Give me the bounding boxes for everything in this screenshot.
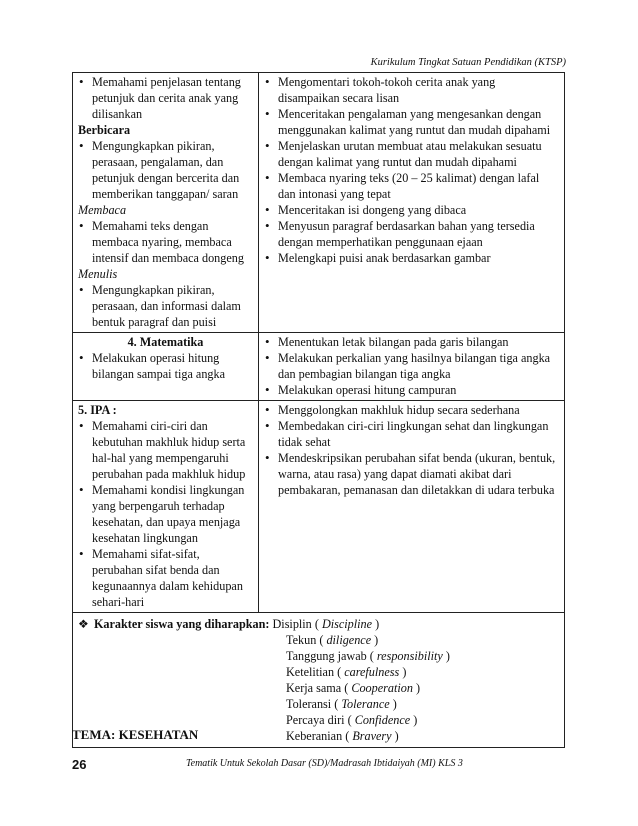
indicator-cell: [259, 333, 565, 401]
list-item: • Mengungkapkan pikiran, perasaan, pengalaman, dan petunjuk dengan bercerita dan memberikan tanggapan/ saran: [78, 138, 253, 202]
karakter-value: Toleransi ( Tolerance ): [286, 697, 397, 711]
competency-cell: [73, 73, 259, 333]
table-row: [73, 401, 565, 613]
list-item: • Menjelaskan urutan membuat atau melakukan sesuatu dengan kalimat yang runtut dan mudah dipahami: [264, 138, 559, 170]
list-item: • Mendeskripsikan perubahan sifat benda (ukuran, bentuk, warna, atau rasa) yang dapat diamati akibat dari pembakaran, pemanasan dan diletakkan di udara terbuka: [264, 450, 559, 498]
table-row: [73, 333, 565, 401]
list-item: • Membaca nyaring teks (20 – 25 kalimat) dengan lafal dan intonasi yang tepat: [264, 170, 559, 202]
page-number: 26: [72, 757, 87, 772]
footer-text: Tematik Untuk Sekolah Dasar (SD)/Madrasah Ibtidaiyah (MI) KLS 3: [186, 758, 463, 769]
list-item: • Menyusun paragraf berdasarkan bahan yang tersedia dengan memperhatikan penggunaan ejaan: [264, 218, 559, 250]
list-item: • Mengomentari tokoh-tokoh cerita anak yang disampaikan secara lisan: [264, 74, 559, 106]
karakter-value: Tekun ( diligence ): [286, 633, 379, 647]
list-item: • Memahami sifat-sifat, perubahan sifat benda dan kegunaannya dalam kehidupan sehari-hari: [78, 546, 253, 610]
list-item: • Menggolongkan makhluk hidup secara sederhana: [264, 402, 559, 418]
list-item: • Memahami teks dengan membaca nyaring, membaca intensif dan membaca dongeng: [78, 218, 253, 266]
bullet-list: [78, 350, 253, 382]
bullet-list: [264, 334, 559, 398]
list-item: • Memahami penjelasan tentang petunjuk dan cerita anak yang dilisankan: [78, 74, 253, 122]
section-heading: Berbicara: [78, 123, 131, 137]
indicator-cell: [259, 73, 565, 333]
indicator-cell: [259, 401, 565, 613]
list-item: • Memahami ciri-ciri dan kebutuhan makhluk hidup serta hal-hal yang mempengaruhi perubahan pada makhluk hidup: [78, 418, 253, 482]
subsection-label: Menulis: [78, 267, 118, 281]
karakter-value: Ketelitian ( carefulness ): [286, 665, 407, 679]
list-item: • Memahami kondisi lingkungan yang berpengaruh terhadap kesehatan, dan upaya menjaga kesehatan lingkungan: [78, 482, 253, 546]
bullet-list: [78, 282, 253, 330]
list-item: • Mengungkapkan pikiran, perasaan, dan informasi dalam bentuk paragraf dan puisi: [78, 282, 253, 330]
karakter-value: Tanggung jawab ( responsibility ): [286, 649, 450, 663]
tema-heading: TEMA: KESEHATAN: [72, 727, 199, 742]
bullet-list: [78, 74, 253, 122]
section-heading: 4. Matematika: [127, 335, 204, 349]
karakter-value: Disiplin ( Discipline ): [272, 617, 380, 631]
list-item: • Melakukan operasi hitung bilangan sampai tiga angka: [78, 350, 253, 382]
karakter-label: Karakter siswa yang diharapkan:: [93, 617, 270, 631]
bullet-list: [78, 138, 253, 202]
list-item: • Membedakan ciri-ciri lingkungan sehat dan lingkungan tidak sehat: [264, 418, 559, 450]
section-heading: 5. IPA :: [78, 403, 117, 417]
table-row: [73, 73, 565, 333]
list-item: • Menentukan letak bilangan pada garis bilangan: [264, 334, 559, 350]
bullet-list: [264, 402, 559, 498]
bullet-list: [264, 74, 559, 266]
karakter-value: Kerja sama ( Cooperation ): [286, 681, 421, 695]
bullet-list: [78, 418, 253, 610]
list-item: • Menceritakan isi dongeng yang dibaca: [264, 202, 559, 218]
diamond-bullet-icon: ❖: [78, 617, 89, 631]
bullet-list: [78, 218, 253, 266]
karakter-list: [286, 632, 559, 744]
competency-cell: [73, 333, 259, 401]
list-item: • Menceritakan pengalaman yang mengesankan dengan menggunakan kalimat yang runtut dan mudah dipahami: [264, 106, 559, 138]
list-item: • Melakukan operasi hitung campuran: [264, 382, 559, 398]
subsection-label: Membaca: [78, 203, 127, 217]
list-item: • Melengkapi puisi anak berdasarkan gambar: [264, 250, 559, 266]
list-item: • Melakukan perkalian yang hasilnya bilangan tiga angka dan pembagian bilangan tiga angka: [264, 350, 559, 382]
curriculum-table: [72, 72, 565, 748]
competency-cell: [73, 401, 259, 613]
karakter-value: Keberanian ( Bravery ): [286, 729, 399, 743]
running-header: Kurikulum Tingkat Satuan Pendidikan (KTSP): [370, 57, 566, 68]
karakter-value: Percaya diri ( Confidence ): [286, 713, 418, 727]
